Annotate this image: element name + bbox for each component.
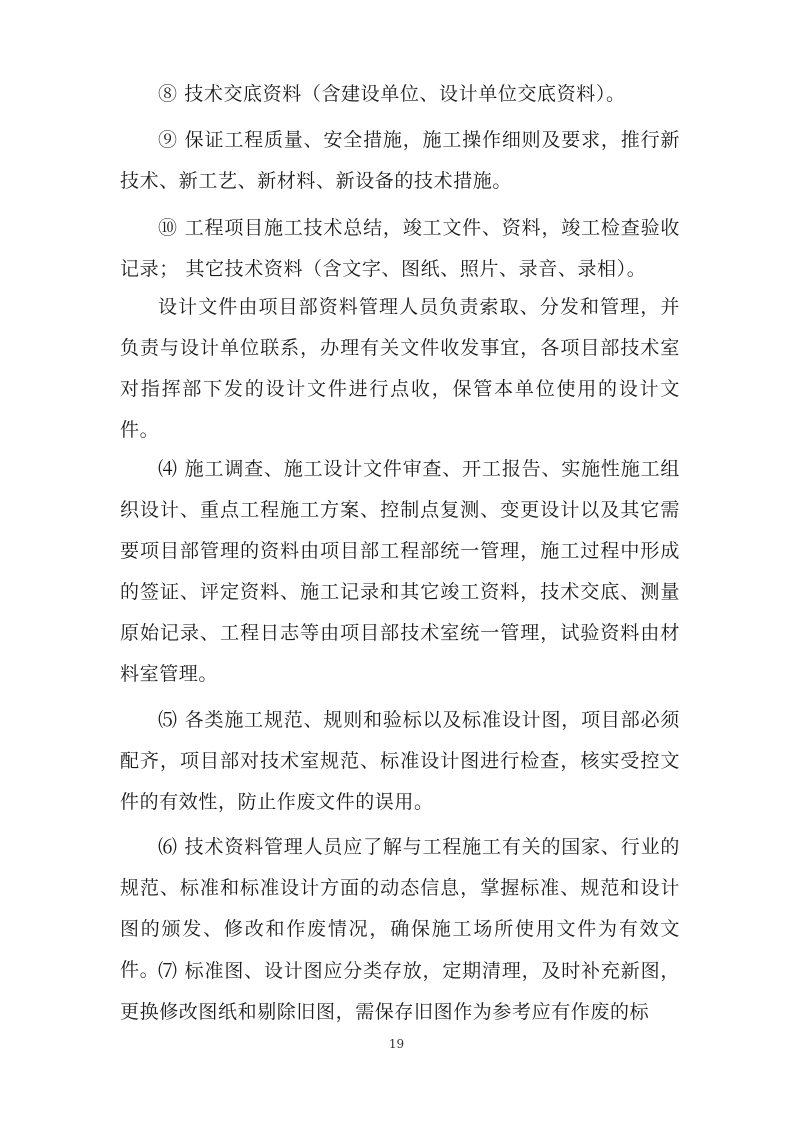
paragraph-item-9: ⑨ 保证工程质量、安全措施，施工操作细则及要求，推行新技术、新工艺、新材料、新设备的技术措施。 (120, 129, 680, 192)
page-number: 19 (388, 1037, 405, 1051)
paragraph-section-7: ⑺ 标准图、设计图应分类存放，定期清理，及时补充新图，更换修改图纸和剔除旧图，需保存旧图作为参考应有作废的标 (120, 960, 680, 1023)
paragraph-section-5: ⑸ 各类施工规范、规则和验标以及标准设计图，项目部必须配齐，项目部对技术室规范、标准设计图进行检查，核实受控文件的有效性，防止作废文件的误用。 (120, 709, 680, 813)
paragraph-item-8: ⑧ 技术交底资料（含建设单位、设计单位交底资料）。 (158, 83, 626, 105)
paragraph-section-6: ⑹ 技术资料管理人员应了解与工程施工有关的国家、行业的规范、标准和标准设计方面的动态信息，掌握标准、规范和设计图的颁发、修改和作废情况，确保施工场所使用文件为有效文件。 (120, 836, 680, 981)
paragraph-item-10: ⑩ 工程项目施工技术总结，竣工文件、资料，竣工检查验收记录； 其它技术资料（含文字、图纸、照片、录音、录相）。 (120, 217, 680, 280)
paragraph-design-documents: 设计文件由项目部资料管理人员负责索取、分发和管理，并负责与设计单位联系，办理有关文件收发事宜，各项目部技术室对指挥部下发的设计文件进行点收，保管本单位使用的设计文件。 (120, 296, 680, 441)
paragraph-section-4: ⑷ 施工调查、施工设计文件审查、开工报告、实施性施工组织设计、重点工程施工方案、控制点复测、变更设计以及其它需要项目部管理的资料由项目部工程部统一管理，施工过程中形成的签证、评定资料、施工记录和其它竣工资料，技术交底、测量原始记录、工程日志等由项目部技术室统一管理，试验资料由材料室管理。 (120, 458, 680, 685)
